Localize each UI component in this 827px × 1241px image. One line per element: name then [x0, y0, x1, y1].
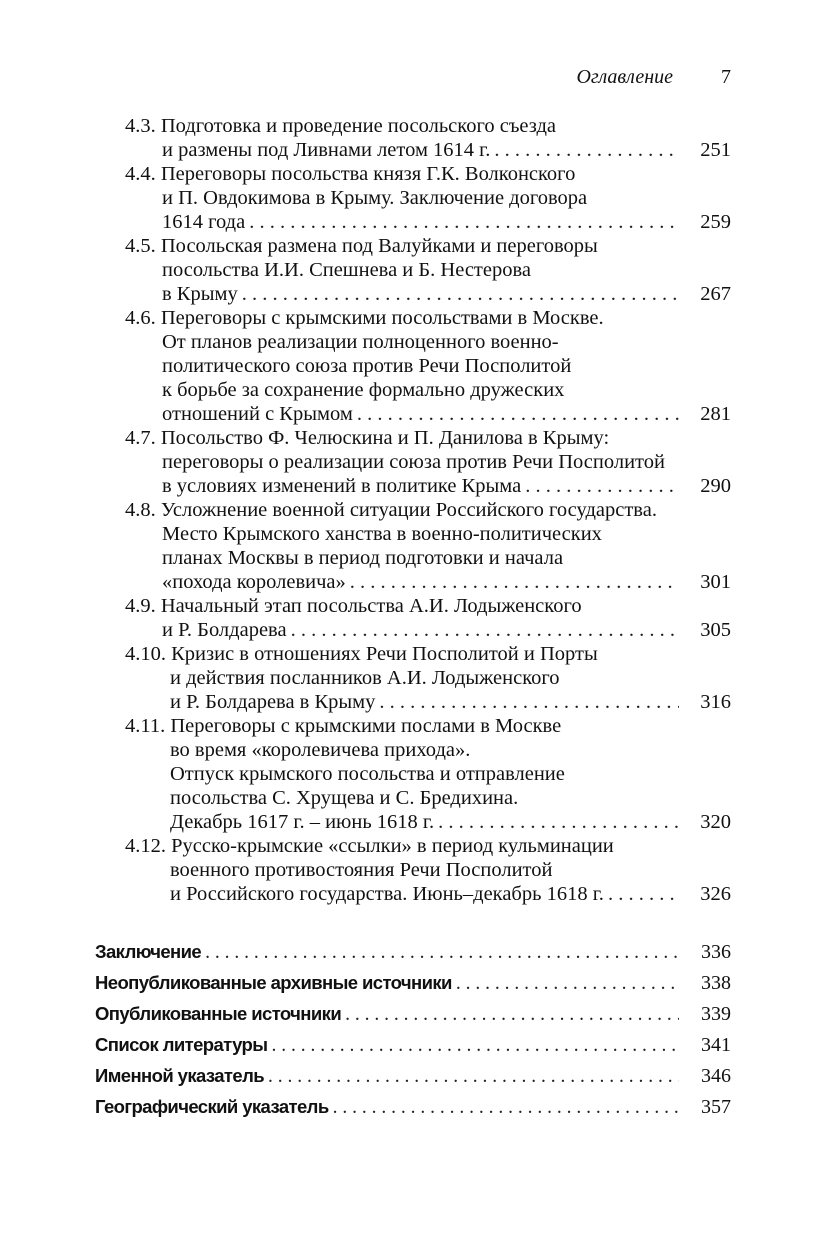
- toc-entry-leader-line: [125, 210, 731, 234]
- dot-leader: [333, 1092, 679, 1123]
- page-number: 7: [721, 66, 731, 88]
- toc-entry-line: планах Москвы в период подготовки и начала: [162, 547, 564, 569]
- toc-entry[interactable]: [125, 834, 731, 906]
- toc-entry-line: переговоры о реализации союза против Речи Посполитой: [162, 451, 665, 473]
- toc-entry-line: и Р. Болдарева в Крыму: [170, 691, 376, 713]
- toc-page-number[interactable]: 320: [700, 811, 731, 833]
- toc-entry-heading: 4.3. Подготовка и проведение посольского съезда: [125, 115, 557, 137]
- toc-page-number[interactable]: 290: [700, 475, 731, 497]
- toc-entry-line: «похода королевича»: [162, 571, 346, 593]
- toc-entry-line: и размены под Ливнами летом 1614 г.: [162, 139, 491, 161]
- toc-entry-line: политического союза против Речи Посполитой: [162, 355, 572, 377]
- back-matter-page-number[interactable]: 341: [701, 1034, 731, 1056]
- dot-leader: [205, 937, 679, 968]
- toc-entry-leader-line: [125, 282, 731, 306]
- toc-page-number[interactable]: 305: [700, 619, 731, 641]
- toc-page-number[interactable]: 326: [700, 883, 731, 905]
- dot-leader: [268, 1061, 679, 1092]
- back-matter-entry[interactable]: [95, 1060, 731, 1091]
- toc-entry-line: Отпуск крымского посольства и отправление: [170, 763, 565, 785]
- toc-entry-line: Декабрь 1617 г. – июнь 1618 г.: [170, 811, 435, 833]
- toc-entry-leader-line: [125, 474, 731, 498]
- toc-entry[interactable]: [125, 642, 731, 714]
- toc-entry-line: посольства И.И. Спешнева и Б. Нестерова: [162, 259, 531, 281]
- header-title: Оглавление: [576, 66, 673, 88]
- dot-leader: [242, 282, 679, 306]
- toc-entry-heading: 4.11. Переговоры с крымскими послами в Москве: [125, 715, 562, 737]
- toc-entry-heading: 4.10. Кризис в отношениях Речи Посполитой и Порты: [125, 643, 598, 665]
- toc-page-number[interactable]: 301: [700, 571, 731, 593]
- toc-entry-leader-line: [125, 690, 731, 714]
- toc-entry[interactable]: [125, 714, 731, 834]
- toc-entry-line: и П. Овдокимова в Крыму. Заключение договора: [162, 187, 588, 209]
- back-matter-entry[interactable]: [95, 998, 731, 1029]
- back-matter-entry[interactable]: [95, 1091, 731, 1122]
- toc-entry-line: и действия посланников А.И. Лодыженского: [170, 667, 560, 689]
- back-matter-title: Именной указатель: [95, 1065, 265, 1086]
- back-matter-title: Опубликованные источники: [95, 1003, 342, 1024]
- dot-leader: [438, 810, 679, 834]
- dot-leader: [525, 474, 679, 498]
- toc-entry-line: 1614 года: [162, 211, 246, 233]
- dot-leader: [249, 210, 679, 234]
- toc-entry-heading: 4.6. Переговоры с крымскими посольствами в Москве.: [125, 307, 604, 329]
- toc-page-number[interactable]: 259: [700, 211, 731, 233]
- toc-entry[interactable]: [125, 306, 731, 426]
- toc-entry-heading: 4.4. Переговоры посольства князя Г.К. Волконского: [125, 163, 576, 185]
- dot-leader: [350, 570, 679, 594]
- back-matter-page-number[interactable]: 338: [701, 972, 731, 994]
- toc-page-number[interactable]: 281: [700, 403, 731, 425]
- back-matter-entry[interactable]: [95, 936, 731, 967]
- back-matter-page-number[interactable]: 339: [701, 1003, 731, 1025]
- toc-entry-line: во время «королевичева прихода».: [170, 739, 471, 761]
- toc-entry[interactable]: [125, 498, 731, 594]
- toc-entry-heading: 4.8. Усложнение военной ситуации Российского государства.: [125, 499, 657, 521]
- dot-leader: [608, 882, 679, 906]
- back-matter-title: Заключение: [95, 941, 202, 962]
- dot-leader: [345, 999, 679, 1030]
- toc-entry[interactable]: [125, 594, 731, 642]
- dot-leader: [379, 690, 679, 714]
- toc-entry-line: От планов реализации полноценного военно-: [162, 331, 559, 353]
- toc-entry-leader-line: [125, 570, 731, 594]
- toc-entry-line: посольства С. Хрущева и С. Бредихина.: [170, 787, 519, 809]
- toc-entry-leader-line: [125, 882, 731, 906]
- toc-entry[interactable]: [125, 114, 731, 162]
- toc-entry-line: в Крыму: [162, 283, 238, 305]
- dot-leader: [456, 968, 679, 999]
- toc-entry-leader-line: [125, 402, 731, 426]
- dot-leader: [494, 138, 679, 162]
- back-matter-title: Список литературы: [95, 1034, 268, 1055]
- toc-page-number[interactable]: 316: [700, 691, 731, 713]
- back-matter-list: [95, 936, 731, 1122]
- back-matter-entry[interactable]: [95, 967, 731, 998]
- toc-entry-leader-line: [125, 138, 731, 162]
- toc-entry-line: в условиях изменений в политике Крыма: [162, 475, 522, 497]
- toc-entry[interactable]: [125, 162, 731, 234]
- dot-leader: [271, 1030, 679, 1061]
- running-header: [95, 66, 731, 96]
- dot-leader: [291, 618, 679, 642]
- toc-entry-line: к борьбе за сохранение формально дружеских: [162, 379, 565, 401]
- toc-entry-heading: 4.9. Начальный этап посольства А.И. Лодыженского: [125, 595, 582, 617]
- toc-page-number[interactable]: 251: [700, 139, 731, 161]
- toc-entry-leader-line: [125, 618, 731, 642]
- toc-entry-line: Место Крымского ханства в военно-политических: [162, 523, 602, 545]
- toc-entry[interactable]: [125, 234, 731, 306]
- toc-entry-leader-line: [125, 810, 731, 834]
- back-matter-title: Неопубликованные архивные источники: [95, 972, 452, 993]
- toc-entry-heading: 4.5. Посольская размена под Валуйками и переговоры: [125, 235, 598, 257]
- back-matter-page-number[interactable]: 336: [701, 941, 731, 963]
- back-matter-entry[interactable]: [95, 1029, 731, 1060]
- back-matter-title: Географический указатель: [95, 1096, 329, 1117]
- dot-leader: [357, 402, 679, 426]
- toc-entry[interactable]: [125, 426, 731, 498]
- toc-entry-heading: 4.7. Посольство Ф. Челюскина и П. Данилова в Крыму:: [125, 427, 610, 449]
- back-matter-page-number[interactable]: 346: [701, 1065, 731, 1087]
- toc-page-number[interactable]: 267: [700, 283, 731, 305]
- table-of-contents: [0, 114, 827, 906]
- toc-entry-line: и Р. Болдарева: [162, 619, 287, 641]
- toc-entry-line: отношений с Крымом: [162, 403, 353, 425]
- toc-entry-line: военного противостояния Речи Посполитой: [170, 859, 553, 881]
- toc-entry-line: и Российского государства. Июнь–декабрь 1618 г.: [170, 883, 604, 905]
- back-matter-page-number[interactable]: 357: [701, 1096, 731, 1118]
- toc-entry-heading: 4.12. Русско-крымские «ссылки» в период кульминации: [125, 835, 614, 857]
